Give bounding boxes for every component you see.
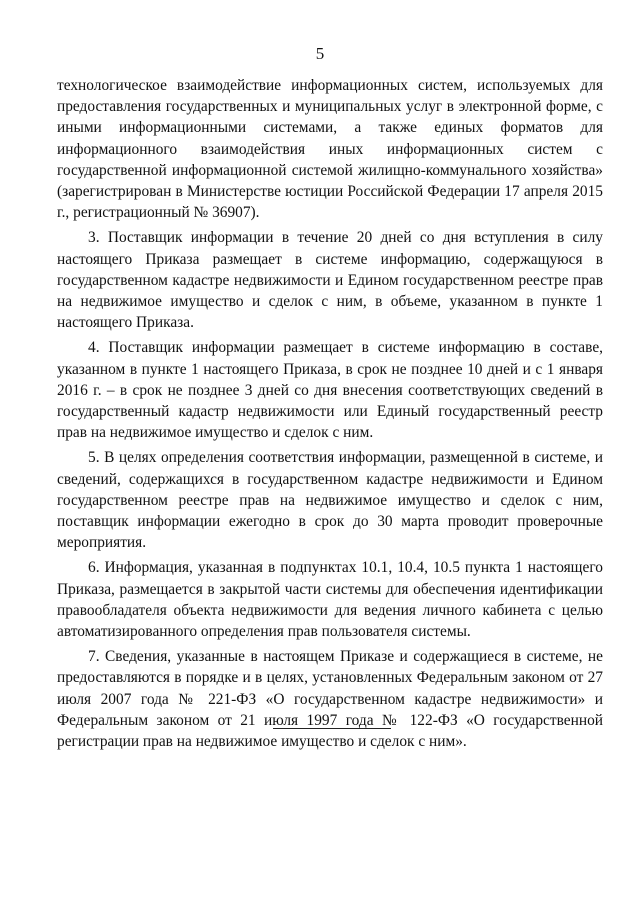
document-body xyxy=(57,75,603,752)
paragraph-item-3: 3. Поставщик информации в течение 20 дней со дня вступления в силу настоящего Приказа размещает в системе информацию, содержащуюся в государственном кадастре недвижимости и Едином государственном реестре прав на недвижимое имущество и сделок с ним, в объеме, указанном в пункте 1 настоящего Приказа. xyxy=(57,229,603,332)
paragraph-continuation: технологическое взаимодействие информационных систем, используемых для предоставления государственных и муниципальных услуг в электронной форме, с иными информационными системами, а также единых форматов для информационного взаимодействия иных информационных систем с государственной информационной системой жилищно-коммунального хозяйства» (зарегистрирован в Министерстве юстиции Российской Федерации 17 апреля 2015 г., регистрационный № 36907). xyxy=(57,77,603,222)
page-number: 5 xyxy=(315,44,325,63)
paragraph-item-5: 5. В целях определения соответствия информации, размещенной в системе, и сведений, содержащихся в государственном кадастре недвижимости и Едином государственном реестре прав на недвижимое имущество и сделок с ним, поставщик информации ежегодно в срок до 30 марта проводит проверочные мероприятия. xyxy=(57,449,603,552)
paragraph-item-6: 6. Информация, указанная в подпунктах 10.1, 10.4, 10.5 пункта 1 настоящего Приказа, размещается в закрытой части системы для обеспечения идентификации правообладателя объекта недвижимости для ведения личного кабинета с целью автоматизированного определения прав пользователя системы. xyxy=(57,559,603,641)
paragraph-item-4: 4. Поставщик информации размещает в системе информацию в составе, указанном в пункте 1 настоящего Приказа, в срок не позднее 10 дней и с 1 января 2016 г. – в срок не позднее 3 дней со дня внесения соответствующих сведений в государственный кадастр недвижимости или Единый государственный реестр прав на недвижимое имущество и сделок с ним. xyxy=(57,339,603,442)
end-of-document-rule xyxy=(273,728,391,729)
paragraph-item-7: 7. Сведения, указанные в настоящем Приказе и содержащиеся в системе, не предоставляются в порядке и в целях, установленных Федеральным законом от 27 июля 2007 года № 221-ФЗ «О государственном кадастре недвижимости» и Федеральным законом от 21 июля 1997 года № 122-ФЗ «О государственной регистрации прав на недвижимое имущество и сделок с ним». xyxy=(57,648,603,751)
